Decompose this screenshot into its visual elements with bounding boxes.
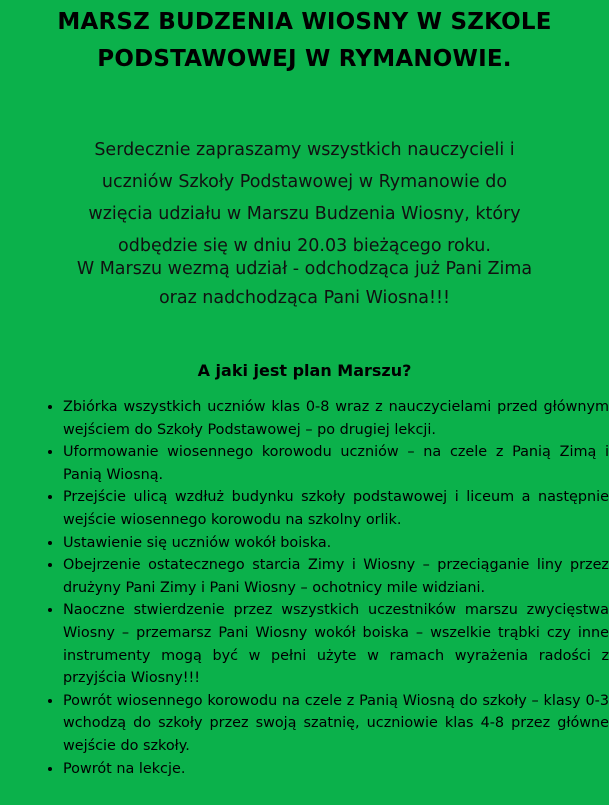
plan-item: • Zbiórka wszystkich uczniów klas 0-8 wraz z nauczycielami przed głównym wejściem do Szkoły Podstawowej – po drugiej lekcji.: [63, 396, 609, 441]
invitation-paragraph: [20, 134, 589, 262]
title-line-1: MARSZ BUDZENIA WIOSNY W SZKOLE: [57, 9, 552, 35]
participants-paragraph: [20, 255, 589, 313]
plan-item: • Obejrzenie ostatecznego starcia Zimy i Wiosny – przeciąganie liny przez drużyny Pani Zimy i Pani Wiosny – ochotnicy mile widziani.: [63, 554, 609, 599]
plan-heading: A jaki jest plan Marszu?: [197, 361, 412, 380]
plan-item: • Powrót na lekcje.: [63, 758, 609, 781]
invitation-line-3: wzięcia udziału w Marszu Budzenia Wiosny, który: [88, 204, 521, 224]
invitation-line-4: odbędzie się w dniu 20.03 bieżącego roku.: [118, 236, 491, 256]
plan-item: • Ustawienie się uczniów wokół boiska.: [63, 532, 609, 555]
title-line-2: PODSTAWOWEJ W RYMANOWIE.: [97, 46, 512, 72]
plan-item: • Naoczne stwierdzenie przez wszystkich uczestników marszu zwycięstwa Wiosny – przemarsz Pani Wiosny wokół boiska – wszelkie trąbki czy inne instrumenty mogą być w pełni użyte w ramach wyrażenia radości z przyjścia Wiosny!!!: [63, 599, 609, 689]
participants-line-2: oraz nadchodząca Pani Wiosna!!!: [158, 288, 451, 308]
participants-line-1: W Marszu wezmą udział - odchodząca już Pani Zima: [76, 259, 533, 279]
plan-item: • Przejście ulicą wzdłuż budynku szkoły podstawowej i liceum a następnie wejście wiosennego korowodu na szkolny orlik.: [63, 486, 609, 531]
invitation-line-2: uczniów Szkoły Podstawowej w Rymanowie do: [101, 172, 508, 192]
page-title: [0, 4, 609, 78]
plan-item: • Powrót wiosennego korowodu na czele z Panią Wiosną do szkoły – klasy 0-3 wchodzą do szkoły przez swoją szatnię, uczniowie klas 4-8 przez główne wejście do szkoły.: [63, 690, 609, 758]
plan-list: [38, 396, 609, 780]
plan-item: • Uformowanie wiosennego korowodu uczniów – na czele z Panią Zimą i Panią Wiosną.: [63, 441, 609, 486]
invitation-line-1: Serdecznie zapraszamy wszystkich nauczycieli i: [94, 140, 515, 160]
